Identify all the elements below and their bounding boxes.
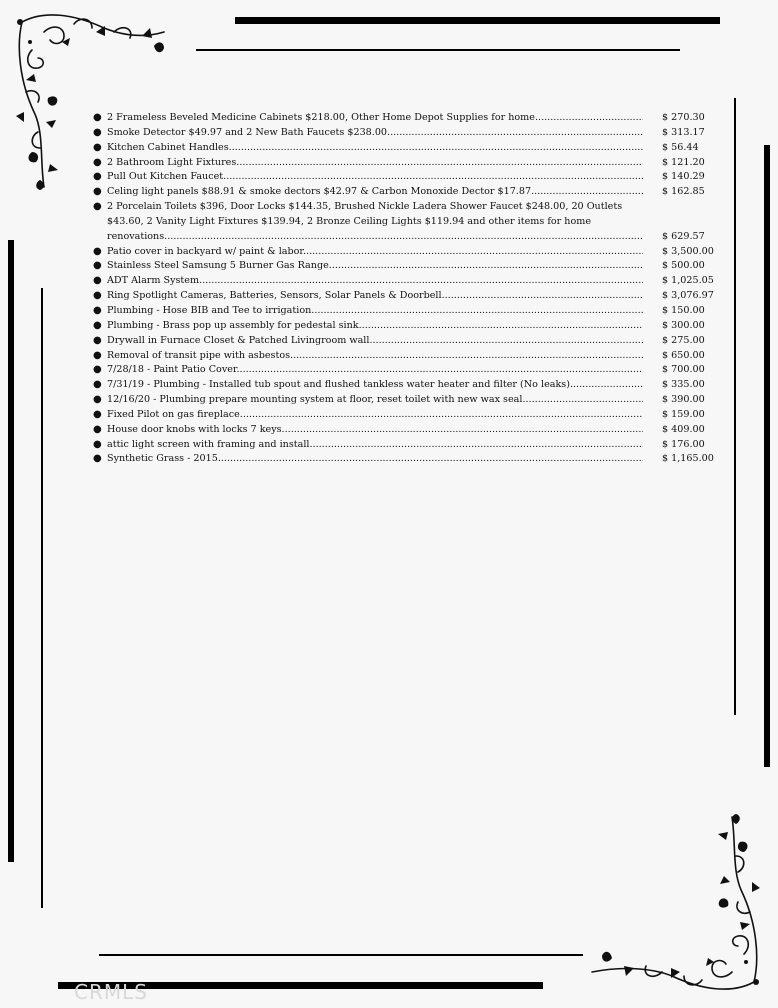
item-amount: $ 275.00 bbox=[662, 334, 705, 346]
bullet-icon: ● bbox=[93, 141, 102, 153]
top-thin-rule bbox=[196, 49, 680, 51]
item-description: 2 Frameless Beveled Medicine Cabinets $218.00, Other Home Depot Supplies for home ..... bbox=[107, 111, 643, 126]
bullet-icon: ● bbox=[93, 334, 102, 346]
item-description: 7/28/18 - Paint Patio Cover ..... bbox=[107, 363, 643, 378]
bullet-icon: ● bbox=[93, 453, 102, 465]
item-amount: $ 390.00 bbox=[662, 394, 705, 406]
item-description-line: $43.60, 2 Vanity Light Fixtures $139.94, 2 Bronze Ceiling Lights $119.94 and other items for home bbox=[107, 215, 592, 227]
bullet-icon: ● bbox=[93, 438, 102, 450]
bullet-icon: ● bbox=[93, 260, 102, 272]
bullet-icon: ● bbox=[93, 245, 102, 257]
item-description: Celing light panels $88.91 & smoke dectors $42.97 & Carbon Monoxide Dector $17.87 ..... bbox=[107, 185, 643, 200]
list-item bbox=[93, 111, 723, 126]
bullet-icon: ● bbox=[93, 201, 102, 213]
item-amount: $ 3,076.97 bbox=[662, 290, 714, 302]
bullet-icon: ● bbox=[93, 186, 102, 198]
expense-list bbox=[93, 111, 723, 467]
item-description: 7/31/19 - Plumbing - Installed tub spout and flushed tankless water heater and filter (No leaks) ..... bbox=[107, 378, 643, 393]
bullet-icon: ● bbox=[93, 304, 102, 316]
bullet-icon: ● bbox=[93, 275, 102, 287]
left-thin-rule bbox=[41, 288, 43, 908]
bullet-icon: ● bbox=[93, 319, 102, 331]
top-thick-rule bbox=[235, 17, 720, 24]
bullet-icon: ● bbox=[93, 156, 102, 168]
list-item bbox=[93, 408, 723, 423]
bottom-thin-rule bbox=[99, 954, 583, 956]
item-amount: $ 1,025.05 bbox=[662, 275, 714, 287]
left-thick-rule bbox=[8, 240, 14, 862]
item-amount: $ 650.00 bbox=[662, 349, 705, 361]
list-item bbox=[93, 319, 723, 334]
list-item bbox=[93, 141, 723, 156]
bullet-icon: ● bbox=[93, 364, 102, 376]
list-item bbox=[93, 289, 723, 304]
item-description: Ring Spotlight Cameras, Batteries, Sensors, Solar Panels & Doorbell ..... bbox=[107, 289, 643, 304]
bullet-icon: ● bbox=[93, 126, 102, 138]
item-amount: $ 300.00 bbox=[662, 319, 705, 331]
item-description: Smoke Detector $49.97 and 2 New Bath Faucets $238.00 ..... bbox=[107, 126, 643, 141]
list-item bbox=[93, 259, 723, 274]
item-description: Pull Out Kitchen Faucet ..... bbox=[107, 170, 643, 185]
bullet-icon: ● bbox=[93, 290, 102, 302]
floral-corner-bottom-right bbox=[582, 812, 772, 1002]
item-amount: $ 629.57 bbox=[662, 230, 705, 242]
list-item bbox=[93, 304, 723, 319]
list-item bbox=[93, 438, 723, 453]
list-item bbox=[93, 185, 723, 200]
item-amount: $ 176.00 bbox=[662, 438, 705, 450]
item-description: 2 Bathroom Light Fixtures ..... bbox=[107, 156, 643, 171]
item-description: Patio cover in backyard w/ paint & labor ..... bbox=[107, 245, 643, 260]
list-item bbox=[93, 334, 723, 349]
item-description: ADT Alarm System ..... bbox=[107, 274, 643, 289]
item-amount: $ 335.00 bbox=[662, 379, 705, 391]
item-amount: $ 56.44 bbox=[662, 141, 699, 153]
list-item bbox=[93, 170, 723, 185]
item-amount: $ 150.00 bbox=[662, 304, 705, 316]
item-description: Fixed Pilot on gas fireplace ..... bbox=[107, 408, 643, 423]
list-item bbox=[93, 393, 723, 408]
watermark: CRMLS bbox=[74, 980, 148, 1004]
item-amount: $ 270.30 bbox=[662, 112, 705, 123]
bullet-icon: ● bbox=[93, 379, 102, 391]
bullet-icon: ● bbox=[93, 394, 102, 406]
item-description: Plumbing - Brass pop up assembly for pedestal sink ..... bbox=[107, 319, 643, 334]
bullet-icon: ● bbox=[93, 408, 102, 420]
bullet-icon: ● bbox=[93, 349, 102, 361]
list-item bbox=[93, 363, 723, 378]
item-amount: $ 121.20 bbox=[662, 156, 705, 168]
list-item bbox=[93, 423, 723, 438]
right-thick-rule bbox=[764, 145, 770, 767]
list-item bbox=[93, 274, 723, 289]
item-description: Kitchen Cabinet Handles ..... bbox=[107, 141, 643, 156]
item-amount: $ 162.85 bbox=[662, 186, 705, 198]
list-item bbox=[93, 349, 723, 364]
item-description: renovations ..... bbox=[107, 230, 643, 245]
item-amount: $ 409.00 bbox=[662, 423, 705, 435]
item-amount: $ 1,165.00 bbox=[662, 453, 714, 465]
list-item bbox=[93, 452, 723, 467]
item-amount: $ 140.29 bbox=[662, 171, 705, 183]
item-amount: $ 159.00 bbox=[662, 408, 705, 420]
item-description: Stainless Steel Samsung 5 Burner Gas Range ..... bbox=[107, 259, 643, 274]
item-amount: $ 700.00 bbox=[662, 364, 705, 376]
bullet-icon: ● bbox=[93, 423, 102, 435]
item-description: House door knobs with locks 7 keys ..... bbox=[107, 423, 643, 438]
list-item bbox=[93, 156, 723, 171]
item-description-line: 2 Porcelain Toilets $396, Door Locks $144.35, Brushed Nickle Ladera Shower Faucet $248.00, 20 Outlets bbox=[107, 201, 623, 213]
item-description: Removal of transit pipe with asbestos ..... bbox=[107, 349, 643, 364]
item-description: Plumbing - Hose BIB and Tee to irrigation ..... bbox=[107, 304, 643, 319]
list-item bbox=[93, 126, 723, 141]
item-description: Drywall in Furnace Closet & Patched Livingroom wall ..... bbox=[107, 334, 643, 349]
list-item bbox=[93, 245, 723, 260]
list-item bbox=[93, 200, 723, 245]
item-description: Synthetic Grass - 2015 ..... bbox=[107, 452, 643, 467]
right-thin-rule bbox=[734, 98, 736, 715]
item-description: 12/16/20 - Plumbing prepare mounting system at floor, reset toilet with new wax seal ..... bbox=[107, 393, 643, 408]
item-description: attic light screen with framing and install ..... bbox=[107, 438, 643, 453]
item-amount: $ 3,500.00 bbox=[662, 245, 714, 257]
item-amount: $ 313.17 bbox=[662, 126, 705, 138]
bullet-icon: ● bbox=[93, 171, 102, 183]
item-amount: $ 500.00 bbox=[662, 260, 705, 272]
bullet-icon: ● bbox=[93, 112, 102, 123]
list-item bbox=[93, 378, 723, 393]
